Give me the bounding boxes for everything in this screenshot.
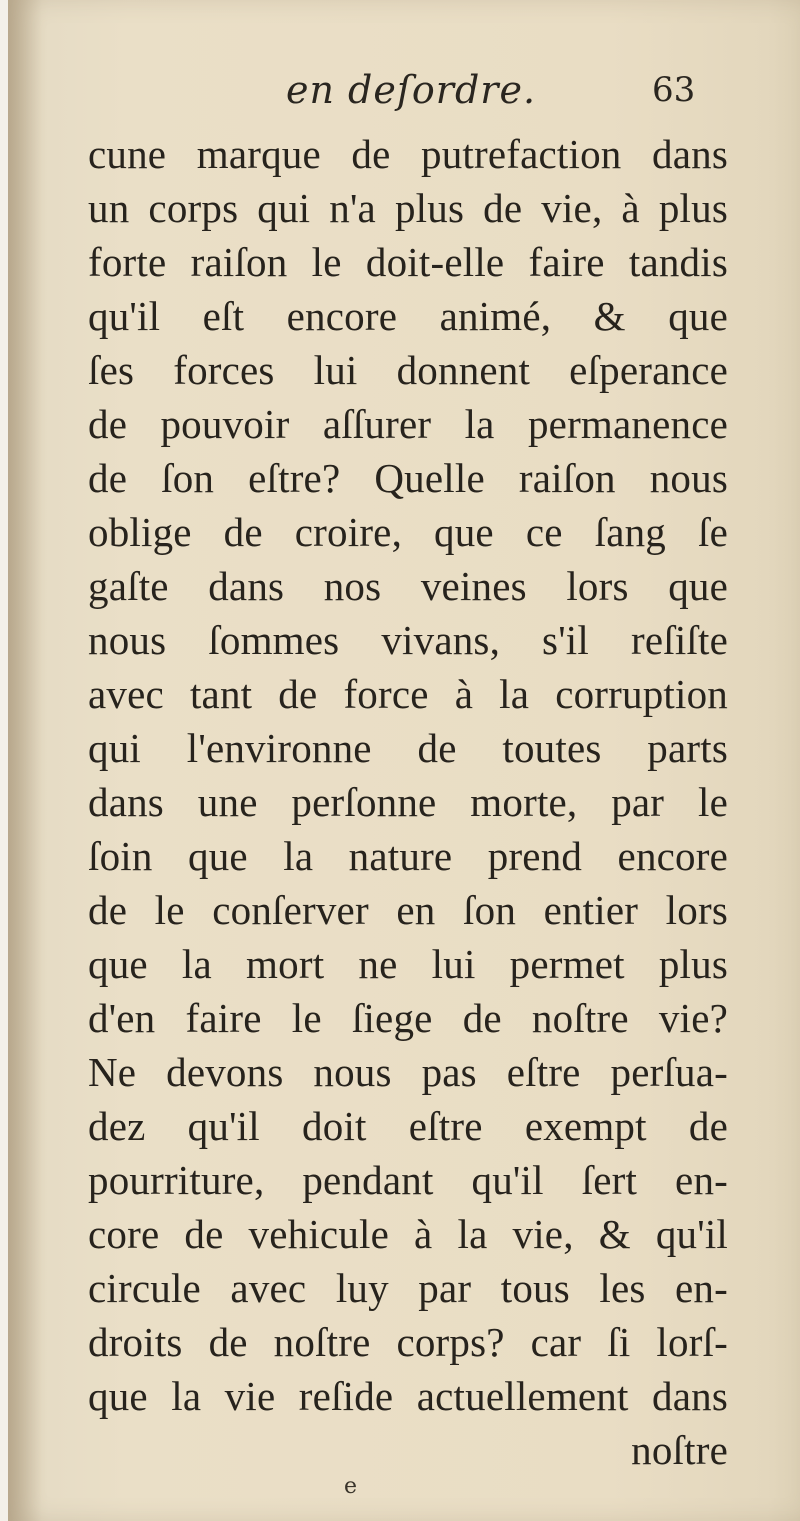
text-line: forte raiſon le doit-elle faire tandis	[88, 239, 728, 285]
text-line: un corps qui n'a plus de vie, à plus	[88, 185, 728, 231]
page-gutter-shadow	[8, 0, 42, 1521]
text-line: dez qu'il doit eſtre exempt de	[88, 1103, 728, 1149]
text-line: qu'il eſt encore animé, & que	[88, 293, 728, 339]
text-line: d'en faire le ſiege de noſtre vie?	[88, 995, 728, 1041]
text-line: ſes forces lui donnent eſperance	[88, 347, 728, 393]
book-page	[8, 0, 800, 1521]
text-line: que la vie reſide actuellement dans	[88, 1373, 728, 1419]
running-head-title: en deſordre.	[286, 68, 537, 112]
text-line: oblige de croire, que ce ſang ſe	[88, 509, 728, 555]
body-text	[88, 127, 728, 1477]
text-line: Ne devons nous pas eſtre perſua-	[88, 1049, 728, 1095]
text-line: core de vehicule à la vie, & qu'il	[88, 1211, 728, 1257]
text-line: gaſte dans nos veines lors que	[88, 563, 728, 609]
page-number: 63	[652, 70, 696, 110]
text-line: que la mort ne lui permet plus	[88, 941, 728, 987]
text-line: de pouvoir aſſurer la permanence	[88, 401, 728, 447]
text-line: cune marque de putrefaction dans	[88, 131, 728, 177]
text-line: dans une perſonne morte, par le	[88, 779, 728, 825]
signature-mark: e	[344, 1474, 358, 1499]
text-line: qui l'environne de toutes parts	[88, 725, 728, 771]
text-line: de ſon eſtre? Quelle raiſon nous	[88, 455, 728, 501]
text-line: droits de noſtre corps? car ſi lorſ-	[88, 1319, 728, 1365]
running-head	[8, 68, 800, 118]
text-line: ſoin que la nature prend encore	[88, 833, 728, 879]
text-line: avec tant de force à la corruption	[88, 671, 728, 717]
text-line: de le conſerver en ſon entier lors	[88, 887, 728, 933]
text-line: pourriture, pendant qu'il ſert en-	[88, 1157, 728, 1203]
text-line: circule avec luy par tous les en-	[88, 1265, 728, 1311]
catchword-line: noſtre	[631, 1427, 728, 1473]
text-line: nous ſommes vivans, s'il reſiſte	[88, 617, 728, 663]
